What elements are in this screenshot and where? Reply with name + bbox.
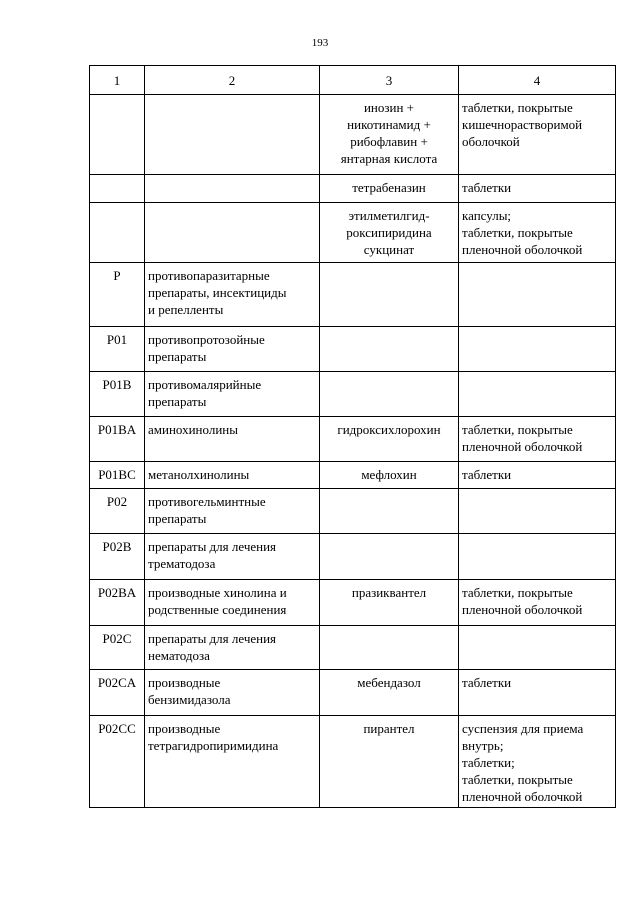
form-cell bbox=[459, 417, 616, 462]
form-cell-text: таблетки, покрытые пленочной оболочкой bbox=[462, 422, 583, 454]
code-cell-text: P02B bbox=[102, 539, 132, 554]
name-cell bbox=[145, 534, 320, 580]
code-cell bbox=[90, 417, 145, 462]
code-cell bbox=[90, 462, 145, 489]
column-header: 2 bbox=[145, 66, 320, 95]
name-cell bbox=[145, 372, 320, 417]
substance-cell-text: этилметилгид- роксипиридина сукцинат bbox=[346, 208, 432, 257]
table-row bbox=[90, 327, 616, 372]
substance-cell bbox=[320, 626, 459, 670]
form-cell-text: таблетки, покрытые кишечнорастворимой оболочкой bbox=[462, 100, 583, 149]
form-cell bbox=[459, 175, 616, 203]
table-row bbox=[90, 372, 616, 417]
code-cell-text: P bbox=[113, 268, 121, 283]
column-header: 4 bbox=[459, 66, 616, 95]
page-number: 193 bbox=[311, 37, 329, 49]
substance-cell bbox=[320, 203, 459, 263]
code-cell-text: P02CA bbox=[97, 675, 137, 690]
name-cell-text: противомалярийные препараты bbox=[148, 377, 262, 409]
table-row bbox=[90, 489, 616, 534]
substance-cell bbox=[320, 372, 459, 417]
table-row bbox=[90, 462, 616, 489]
substance-cell-text: тетрабеназин bbox=[352, 180, 426, 195]
form-cell-text: таблетки bbox=[462, 675, 512, 690]
code-cell bbox=[90, 327, 145, 372]
form-cell-text: таблетки, покрытые пленочной оболочкой bbox=[462, 585, 583, 617]
substance-cell-text: мефлохин bbox=[361, 467, 417, 482]
form-cell-text: суспензия для приема внутрь; таблетки; таблетки, покрытые пленочной оболочкой bbox=[462, 721, 584, 804]
form-cell bbox=[459, 670, 616, 716]
table-row bbox=[90, 263, 616, 327]
name-cell-text: производные бензимидазола bbox=[148, 675, 231, 707]
code-cell-text: P02CC bbox=[98, 721, 136, 736]
name-cell-text: производные тетрагидропиримидина bbox=[148, 721, 279, 753]
code-cell bbox=[90, 534, 145, 580]
table-row bbox=[90, 175, 616, 203]
code-cell-text: P01 bbox=[106, 332, 128, 347]
form-cell bbox=[459, 372, 616, 417]
code-cell-text: P01BA bbox=[97, 422, 137, 437]
name-cell-text: препараты для лечения трематодоза bbox=[148, 539, 277, 571]
substance-cell bbox=[320, 462, 459, 489]
code-cell-text: P02C bbox=[102, 631, 132, 646]
substance-cell bbox=[320, 263, 459, 327]
substance-cell-text: пирантел bbox=[363, 721, 415, 736]
name-cell-text: противогельминтные препараты bbox=[148, 494, 266, 526]
name-cell bbox=[145, 263, 320, 327]
form-cell-text: таблетки bbox=[462, 180, 512, 195]
form-cell-text: капсулы; таблетки, покрытые пленочной оболочкой bbox=[462, 208, 583, 257]
table-row bbox=[90, 670, 616, 716]
table-row bbox=[90, 95, 616, 175]
code-cell bbox=[90, 372, 145, 417]
substance-cell-text: празиквантел bbox=[351, 585, 427, 600]
name-cell-text: производные хинолина и родственные соединения bbox=[148, 585, 287, 617]
substance-cell bbox=[320, 489, 459, 534]
form-cell bbox=[459, 716, 616, 808]
drug-table bbox=[89, 65, 616, 808]
name-cell bbox=[145, 203, 320, 263]
table-row bbox=[90, 580, 616, 626]
name-cell-text: метанолхинолины bbox=[148, 467, 250, 482]
code-cell bbox=[90, 175, 145, 203]
substance-cell-text: гидроксихлорохин bbox=[337, 422, 441, 437]
name-cell bbox=[145, 417, 320, 462]
name-cell bbox=[145, 626, 320, 670]
code-cell bbox=[90, 716, 145, 808]
substance-cell bbox=[320, 95, 459, 175]
form-cell bbox=[459, 263, 616, 327]
name-cell bbox=[145, 716, 320, 808]
code-cell bbox=[90, 580, 145, 626]
table-row bbox=[90, 203, 616, 263]
column-header: 1 bbox=[90, 66, 145, 95]
substance-cell-text: мебендазол bbox=[357, 675, 421, 690]
table-row bbox=[90, 534, 616, 580]
form-cell bbox=[459, 489, 616, 534]
form-cell bbox=[459, 580, 616, 626]
code-cell-text: P01BC bbox=[98, 467, 136, 482]
substance-cell bbox=[320, 327, 459, 372]
form-cell-text: таблетки bbox=[462, 467, 512, 482]
name-cell-text: противопротозойные препараты bbox=[148, 332, 265, 364]
substance-cell-text: инозин + никотинамид + рибофлавин + янтарная кислота bbox=[340, 100, 438, 166]
name-cell bbox=[145, 489, 320, 534]
form-cell bbox=[459, 462, 616, 489]
substance-cell bbox=[320, 417, 459, 462]
table-row bbox=[90, 417, 616, 462]
table-header-row bbox=[90, 66, 616, 95]
name-cell bbox=[145, 95, 320, 175]
form-cell bbox=[459, 95, 616, 175]
table-row bbox=[90, 716, 616, 808]
code-cell-text: P02BA bbox=[97, 585, 137, 600]
code-cell bbox=[90, 670, 145, 716]
code-cell-text: P02 bbox=[106, 494, 128, 509]
code-cell bbox=[90, 489, 145, 534]
substance-cell bbox=[320, 175, 459, 203]
name-cell bbox=[145, 462, 320, 489]
code-cell bbox=[90, 626, 145, 670]
name-cell bbox=[145, 327, 320, 372]
name-cell-text: препараты для лечения нематодоза bbox=[148, 631, 277, 663]
code-cell bbox=[90, 95, 145, 175]
name-cell bbox=[145, 580, 320, 626]
name-cell-text: аминохинолины bbox=[148, 422, 238, 437]
form-cell bbox=[459, 534, 616, 580]
column-header: 3 bbox=[320, 66, 459, 95]
table-body bbox=[90, 95, 616, 808]
form-cell bbox=[459, 203, 616, 263]
code-cell bbox=[90, 263, 145, 327]
name-cell bbox=[145, 670, 320, 716]
name-cell-text: противопаразитарные препараты, инсектициды и репелленты bbox=[148, 268, 287, 317]
substance-cell bbox=[320, 580, 459, 626]
name-cell bbox=[145, 175, 320, 203]
substance-cell bbox=[320, 670, 459, 716]
table-row bbox=[90, 626, 616, 670]
form-cell bbox=[459, 327, 616, 372]
substance-cell bbox=[320, 716, 459, 808]
substance-cell bbox=[320, 534, 459, 580]
code-cell bbox=[90, 203, 145, 263]
code-cell-text: P01B bbox=[102, 377, 132, 392]
form-cell bbox=[459, 626, 616, 670]
